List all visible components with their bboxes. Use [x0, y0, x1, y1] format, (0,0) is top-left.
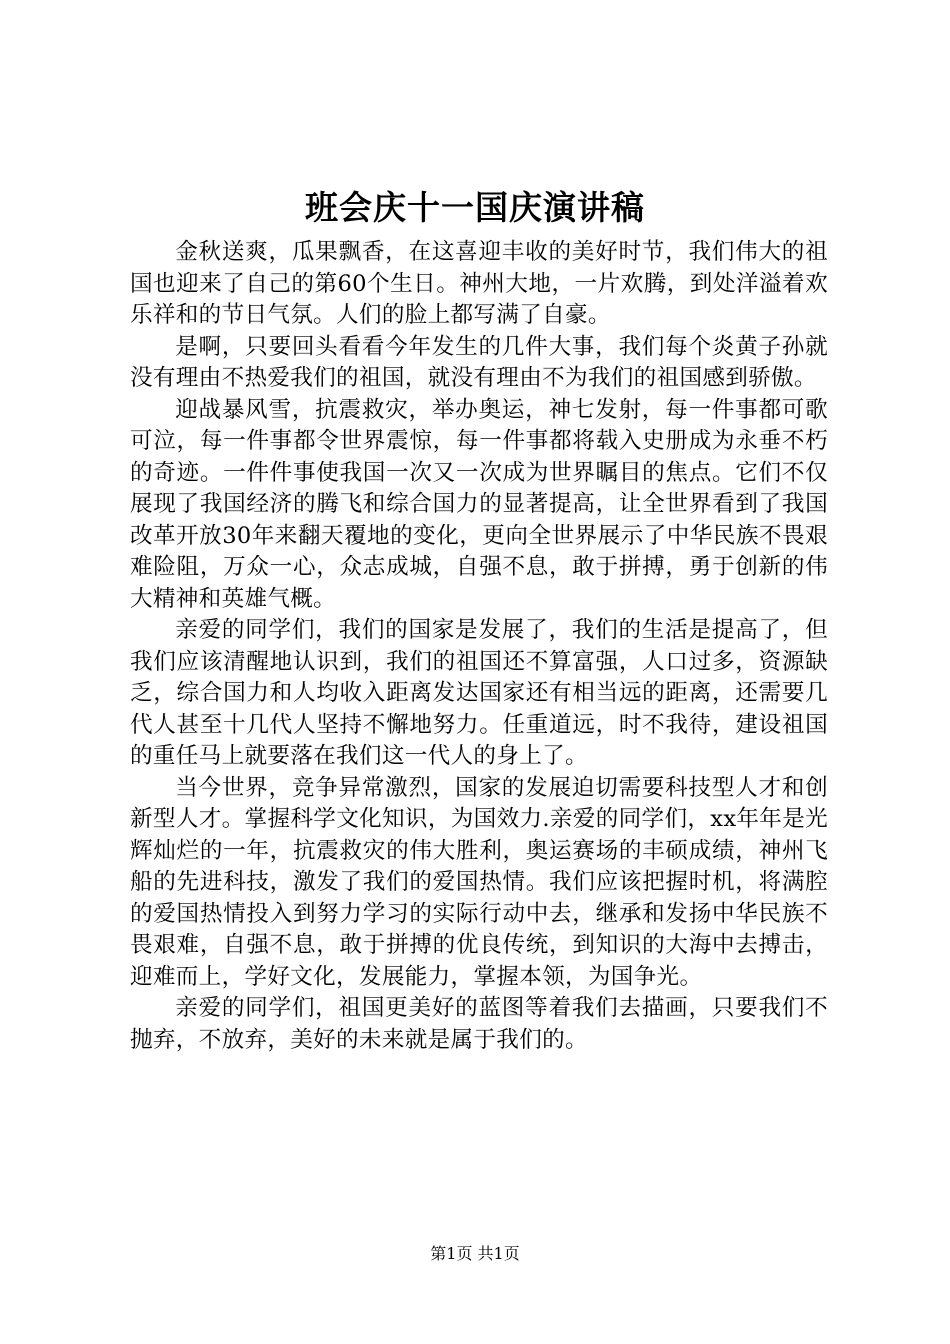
- paragraph-5: 当今世界，竞争异常激烈，国家的发展迫切需要科技型人才和创新型人才。掌握科学文化知识，为国效力.亲爱的同学们，xx年年是光辉灿烂的一年，抗震救灾的伟大胜利，奥运赛场的丰硕成绩，神州飞船的先进科技，激发了我们的爱国热情。我们应该把握时机，将满腔的爱国热情投入到努力学习的实际行动中去，继承和发扬中华民族不畏艰难，自强不息，敢于拼搏的优良传统，到知识的大海中去搏击，迎难而上，学好文化，发展能力，掌握本领，为国争光。: [130, 774, 828, 990]
- document-body: [130, 237, 828, 1056]
- page-footer: 第1页 共1页: [430, 1244, 520, 1263]
- document-title: 班会庆十一国庆演讲稿: [305, 188, 645, 227]
- paragraph-2: 是啊，只要回头看看今年发生的几件大事，我们每个炎黄子孙就没有理由不热爱我们的祖国，就没有理由不为我们的祖国感到骄傲。: [130, 333, 828, 391]
- paragraph-1: 金秋送爽，瓜果飘香，在这喜迎丰收的美好时节，我们伟大的祖国也迎来了自己的第60个生日。神州大地，一片欢腾，到处洋溢着欢乐祥和的节日气氛。人们的脸上都写满了自豪。: [130, 239, 828, 328]
- paragraph-4: 亲爱的同学们，我们的国家是发展了，我们的生活是提高了，但我们应该清醒地认识到，我们的祖国还不算富强，人口过多，资源缺乏，综合国力和人均收入距离发达国家还有相当远的距离，还需要几代人甚至十几代人坚持不懈地努力。任重道远，时不我待，建设祖国的重任马上就要落在我们这一代人的身上了。: [130, 617, 828, 769]
- paragraph-6: 亲爱的同学们，祖国更美好的蓝图等着我们去描画，只要我们不抛弃，不放弃，美好的未来就是属于我们的。: [130, 995, 828, 1053]
- paragraph-3: 迎战暴风雪，抗震救灾，举办奥运，神七发射，每一件事都可歌可泣，每一件事都令世界震惊，每一件事都将载入史册成为永垂不朽的奇迹。一件件事使我国一次又一次成为世界瞩目的焦点。它们不仅展现了我国经济的腾飞和综合国力的显著提高，让全世界看到了我国改革开放30年来翻天覆地的变化，更向全世界展示了中华民族不畏艰难险阻，万众一心，众志成城，自强不息，敢于拼搏，勇于创新的伟大精神和英雄气概。: [130, 396, 828, 612]
